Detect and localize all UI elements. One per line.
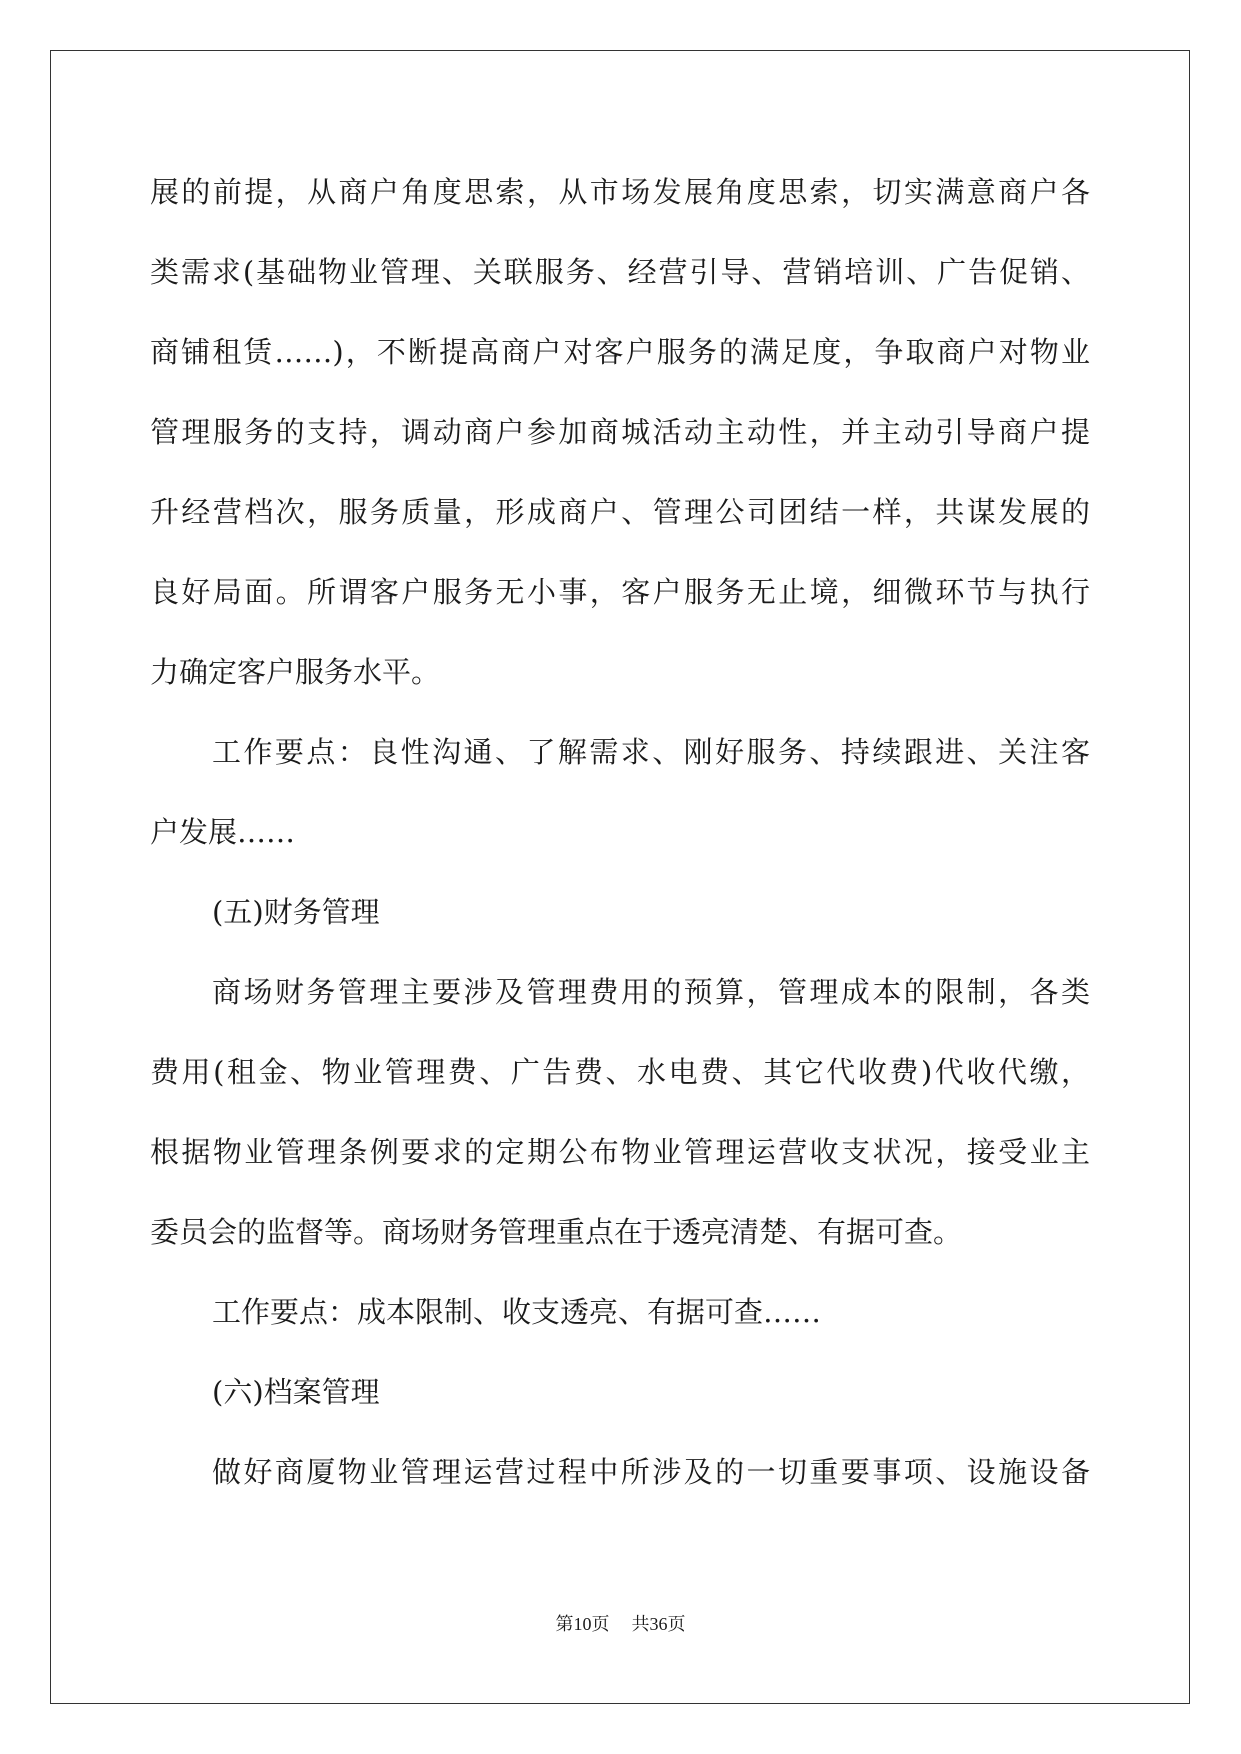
text-line: 户发展…… — [150, 815, 296, 849]
text-line: 委员会的监督等。商场财务管理重点在于透亮清楚、有据可查。 — [150, 1215, 963, 1249]
page-footer — [0, 1610, 1241, 1636]
document-body — [150, 152, 1090, 1512]
text-line: 工作要点：成本限制、收支透亮、有据可查…… — [212, 1295, 822, 1329]
page-total: 共36页 — [631, 1614, 686, 1634]
page-number: 第10页 — [555, 1614, 610, 1634]
text-line: 做好商厦物业管理运营过程中所涉及的一切重要事项、设施设备 — [212, 1455, 1090, 1489]
text-line: 升经营档次，服务质量，形成商户、管理公司团结一样，共谋发展的 — [150, 495, 1090, 529]
section-heading: (六)档案管理 — [212, 1375, 380, 1409]
text-line: 商场财务管理主要涉及管理费用的预算，管理成本的限制，各类 — [212, 975, 1090, 1009]
text-line: 力确定客户服务水平。 — [150, 655, 441, 689]
text-line: 类需求(基础物业管理、关联服务、经营引导、营销培训、广告促销、 — [150, 255, 1090, 289]
text-line: 工作要点：良性沟通、了解需求、刚好服务、持续跟进、关注客 — [212, 735, 1090, 769]
text-line: 展的前提，从商户角度思索，从市场发展角度思索，切实满意商户各 — [150, 175, 1090, 209]
text-line: 根据物业管理条例要求的定期公布物业管理运营收支状况，接受业主 — [150, 1135, 1090, 1169]
text-line: 商铺租赁……)，不断提高商户对客户服务的满足度，争取商户对物业 — [150, 335, 1090, 369]
text-line: 费用(租金、物业管理费、广告费、水电费、其它代收费)代收代缴， — [150, 1055, 1090, 1089]
text-line: 管理服务的支持，调动商户参加商城活动主动性，并主动引导商户提 — [150, 415, 1090, 449]
text-line: 良好局面。所谓客户服务无小事，客户服务无止境，细微环节与执行 — [150, 575, 1090, 609]
section-heading: (五)财务管理 — [212, 895, 380, 929]
